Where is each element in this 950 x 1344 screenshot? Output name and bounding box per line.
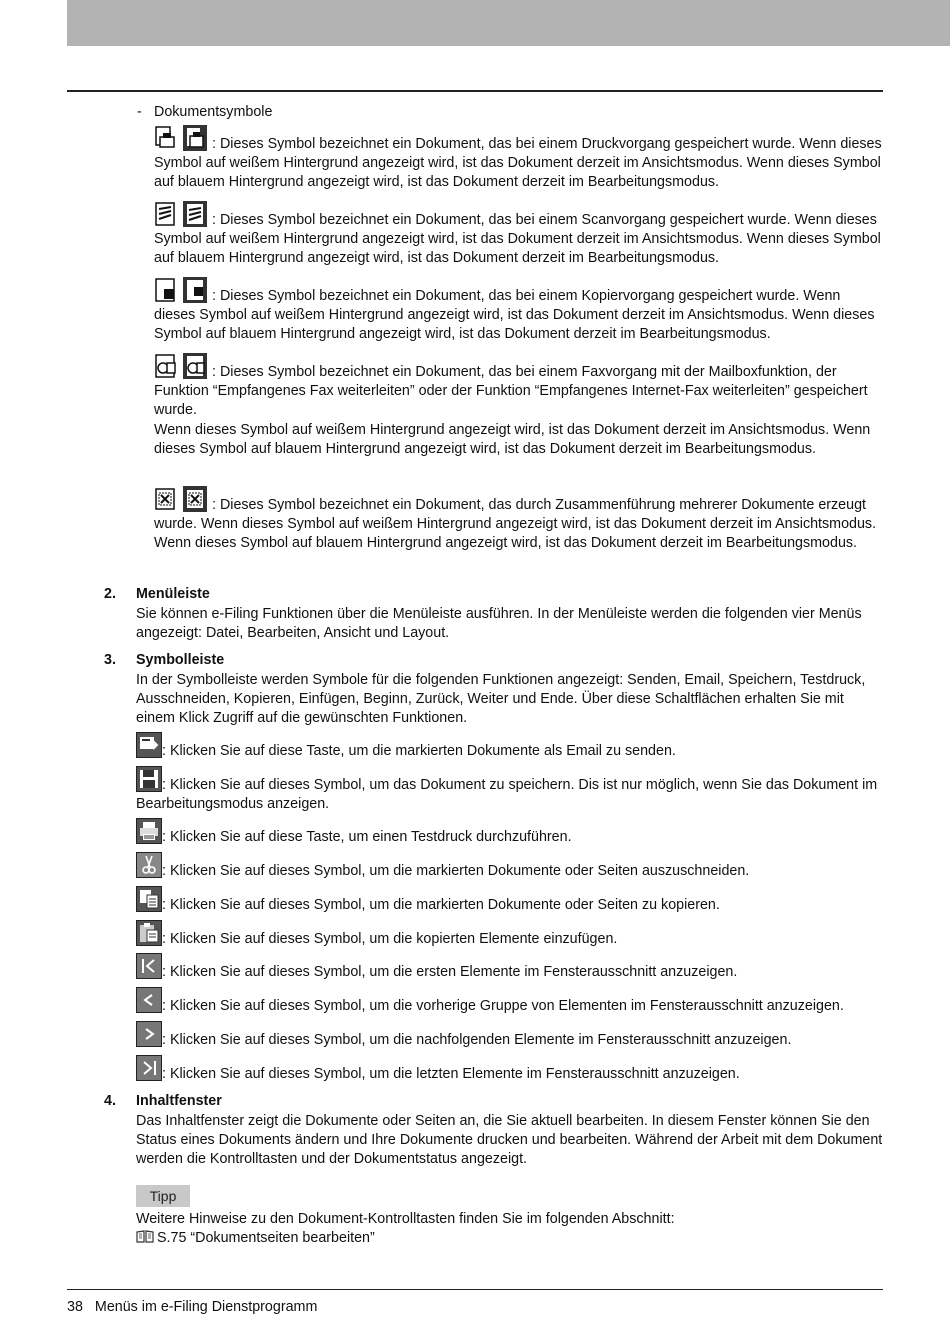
tool-save-text: : Klicken Sie auf dieses Symbol, um das Dokument zu speichern. Dis ist nur möglich, wenn Sie das Dokument im Bearbeitungsmodus anzeigen. xyxy=(136,777,878,813)
print-doc-description xyxy=(154,125,884,193)
tool-paste-item xyxy=(136,920,884,949)
first-page-icon xyxy=(136,953,162,979)
email-send-icon xyxy=(136,732,162,758)
tool-copy-item xyxy=(136,886,884,915)
doc-symbols-title: Dokumentsymbole xyxy=(154,104,273,120)
section-text-toolbar: In der Symbolleiste werden Symbole für die folgenden Funktionen angezeigt: Senden, Email, Speichern, Testdruck, Ausschneiden, Kopieren, Einfügen, Beginn, Zurück, Weiter und Ende. Über diese Schaltflächen erhalten Sie mit einem Klick Zugriff auf die gewünschten Funktionen. xyxy=(136,672,866,727)
section-number-3: 3. xyxy=(104,652,116,668)
scissors-icon xyxy=(136,852,162,878)
tool-print-text: : Klicken Sie auf diese Taste, um einen Testdruck durchzuführen. xyxy=(162,829,572,845)
tip-content xyxy=(136,1210,675,1248)
tool-email-item xyxy=(136,732,884,761)
section-title-toolbar: Symbolleiste xyxy=(136,652,225,668)
tool-print-item xyxy=(136,818,884,847)
merge-doc-text: : Dieses Symbol bezeichnet ein Dokument, das durch Zusammenführung mehrerer Dokumente erzeugt wurde. Wenn dieses Symbol auf weißem Hintergrund angezeigt wird, ist das Dokument derzeit im Ansichtsmodus. Wenn dieses Symbol auf blauem Hintergrund angezeigt wird, ist das Dokument derzeit im Bearbeitungsmodus. xyxy=(154,497,877,552)
list-dash: - xyxy=(137,104,142,120)
tool-last-item xyxy=(136,1055,884,1084)
merged-document-icon xyxy=(154,486,178,512)
copy-doc-description xyxy=(154,277,884,345)
section-text-content-window: Das Inhaltfenster zeigt die Dokumente oder Seiten an, die Sie aktuell bearbeiten. In diesem Fenster können Sie den Status eines Dokuments ändern und Ihre Dokumente drucken und bearbeiten. Während der Arbeit mit dem Dokument werden die Kontrolltasten und der Dokumentstatus angezeigt. xyxy=(136,1113,883,1168)
book-icon xyxy=(136,1230,154,1243)
page-number: 38 xyxy=(67,1299,83,1315)
tool-first-item xyxy=(136,953,884,982)
section-title-menubar: Menüleiste xyxy=(136,586,210,602)
tool-prev-text: : Klicken Sie auf dieses Symbol, um die vorherige Gruppe von Elementen im Fensterausschnitt anzuzeigen. xyxy=(162,998,844,1014)
tool-copy-text: : Klicken Sie auf dieses Symbol, um die markierten Dokumente oder Seiten zu kopieren. xyxy=(162,897,720,913)
merged-document-edit-icon xyxy=(183,486,207,512)
scan-document-edit-icon xyxy=(183,201,207,227)
section-title-content-window: Inhaltfenster xyxy=(136,1093,222,1109)
tool-last-text: : Klicken Sie auf dieses Symbol, um die letzten Elemente im Fensterausschnitt anzuzeigen. xyxy=(162,1066,740,1082)
copy-doc-text: : Dieses Symbol bezeichnet ein Dokument, das bei einem Kopiervorgang gespeichert wurde. Wenn dieses Symbol auf weißem Hintergrund angezeigt wird, ist das Dokument derzeit im Ansichtsmodus. Wenn dieses Symbol auf blauem Hintergrund angezeigt wird, ist das Dokument derzeit im Bearbeitungsmodus. xyxy=(154,288,875,343)
copy-document-icon xyxy=(154,277,178,303)
page-footer xyxy=(67,1299,317,1315)
printer-icon xyxy=(136,818,162,844)
save-icon xyxy=(136,766,162,792)
print-document-edit-icon xyxy=(183,125,207,151)
tool-cut-text: : Klicken Sie auf dieses Symbol, um die markierten Dokumente oder Seiten auszuschneiden. xyxy=(162,863,750,879)
scan-document-icon xyxy=(154,201,178,227)
fax-document-icon xyxy=(154,353,178,379)
copy-document-edit-icon xyxy=(183,277,207,303)
fax-doc-text: : Dieses Symbol bezeichnet ein Dokument, das bei einem Faxvorgang mit der Mailboxfunktion, der Funktion “Empfangenes Fax weiterleiten” oder der Funktion “Empfangenes Internet-Fax weiterleiten” gespeichert wurde. xyxy=(154,364,868,419)
tool-prev-item xyxy=(136,987,884,1016)
section-number-2: 2. xyxy=(104,586,116,602)
tool-save-item xyxy=(136,766,884,814)
fax-doc-description xyxy=(154,353,884,459)
fax-doc-mode-text: Wenn dieses Symbol auf weißem Hintergrund angezeigt wird, ist das Dokument derzeit im Ansichtsmodus. Wenn dieses Symbol auf blauem Hintergrund angezeigt wird, ist das Dokument derzeit im Bearbeitungsmodus. xyxy=(154,421,871,457)
fax-document-edit-icon xyxy=(183,353,207,379)
previous-icon xyxy=(136,987,162,1013)
header-bar xyxy=(67,0,950,46)
next-icon xyxy=(136,1021,162,1047)
tip-reference-link[interactable]: S.75 “Dokumentseiten bearbeiten” xyxy=(157,1230,375,1247)
section-text-menubar: Sie können e-Filing Funktionen über die Menüleiste ausführen. In der Menüleiste werden die folgenden vier Menüs angezeigt: Datei, Bearbeiten, Ansicht und Layout. xyxy=(136,606,862,642)
tip-text: Weitere Hinweise zu den Dokument-Kontrolltasten finden Sie im folgenden Abschnitt: xyxy=(136,1211,675,1227)
paste-icon xyxy=(136,920,162,946)
tip-label: Tipp xyxy=(136,1185,190,1207)
merge-doc-description xyxy=(154,486,884,554)
header-rule xyxy=(67,90,883,92)
tool-paste-text: : Klicken Sie auf dieses Symbol, um die kopierten Elemente einzufügen. xyxy=(162,931,618,947)
copy-icon xyxy=(136,886,162,912)
tool-next-text: : Klicken Sie auf dieses Symbol, um die nachfolgenden Elemente im Fensterausschnitt anzuzeigen. xyxy=(162,1032,792,1048)
scan-doc-description xyxy=(154,201,884,269)
footer-title: Menüs im e-Filing Dienstprogramm xyxy=(94,1299,318,1315)
tool-email-text: : Klicken Sie auf diese Taste, um die markierten Dokumente als Email zu senden. xyxy=(162,743,676,759)
tool-next-item xyxy=(136,1021,884,1050)
footer-rule xyxy=(67,1289,883,1290)
last-page-icon xyxy=(136,1055,162,1081)
tool-first-text: : Klicken Sie auf dieses Symbol, um die ersten Elemente im Fensterausschnitt anzuzeigen. xyxy=(162,964,738,980)
tool-cut-item xyxy=(136,852,884,881)
print-doc-text: : Dieses Symbol bezeichnet ein Dokument, das bei einem Druckvorgang gespeichert wurde. Wenn dieses Symbol auf weißem Hintergrund angezeigt wird, ist das Dokument derzeit im Ansichtsmodus. Wenn dieses Symbol auf blauem Hintergrund angezeigt wird, ist das Dokument derzeit im Bearbeitungsmodus. xyxy=(154,136,882,191)
print-document-icon xyxy=(154,125,178,151)
section-number-4: 4. xyxy=(104,1093,116,1109)
scan-doc-text: : Dieses Symbol bezeichnet ein Dokument, das bei einem Scanvorgang gespeichert wurde. Wenn dieses Symbol auf weißem Hintergrund angezeigt wird, ist das Dokument derzeit im Ansichtsmodus. Wenn dieses Symbol auf blauem Hintergrund angezeigt wird, ist das Dokument derzeit im Bearbeitungsmodus. xyxy=(154,212,881,267)
